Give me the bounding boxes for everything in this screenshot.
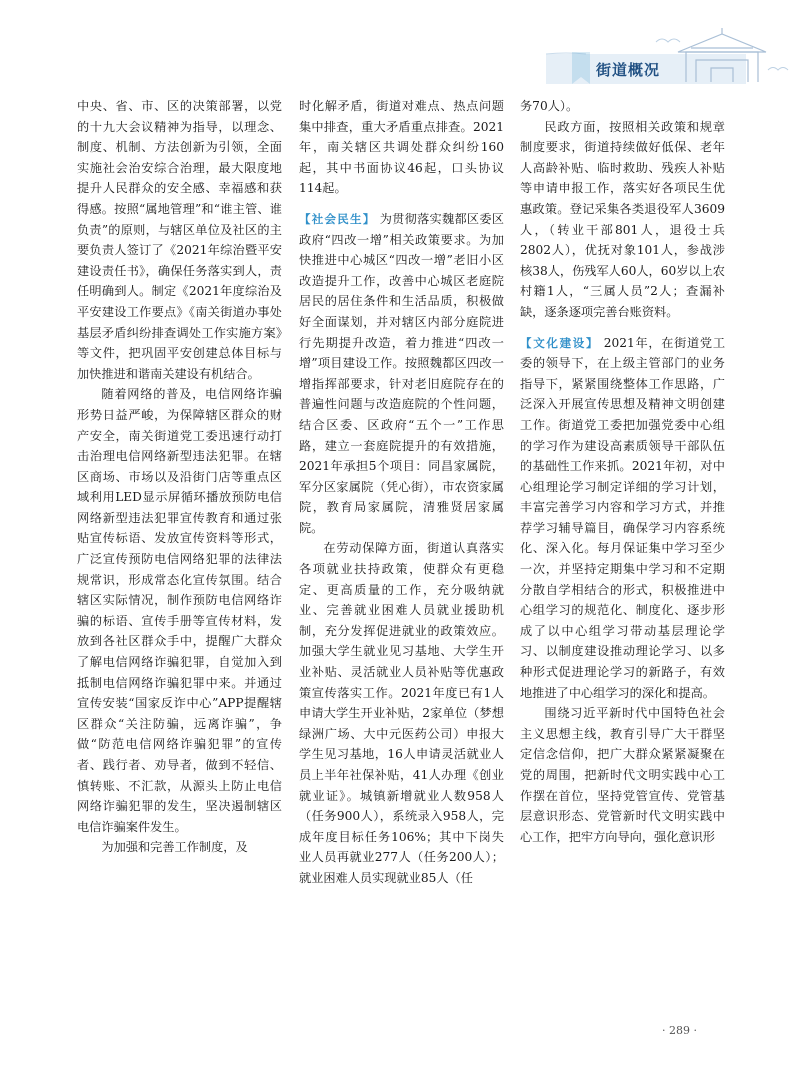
text-column-1 — [77, 96, 282, 858]
paragraph: 时化解矛盾，街道对难点、热点问题集中排查，重大矛盾重点排查。2021年，南关辖区共调处群众纠纷160起，其中书面协议46起，口头协议114起。 — [299, 99, 504, 196]
paragraph: 务70人）。 — [520, 99, 579, 113]
section-heading-social: 【社会民生】 — [299, 211, 376, 226]
paragraph: 为加强和完善工作制度，及 — [101, 840, 248, 855]
paragraph-text: 2021年，在街道党工委的领导下，在上级主管部门的业务指导下，紧紧围绕整体工作思路，广泛深入开展宣传思想及精神文明创建工作。街道党工委把加强党委中心组的学习作为建设高素质领导干部队伍的基础性工作来抓。2021年初，对中心组理论学习制定详细的学习计划，丰富完善学习内容和学习方式，并推荐学习辅导篇目，确保学习内容系统化、深入化。每月保证集中学习至少一次，并坚持定期集中学习和不定期分散自学相结合的形式，积极推进中心组学习的规范化、制度化、逐步形成了以中心组学习带动基层理论学习、以制度建设推动理论学习、以多种形式促进理论学习的新路子，有效地推进了中心组学习的深化和提高。 — [520, 335, 726, 700]
text-column-3 — [520, 96, 725, 847]
paragraph: 民政方面，按照相关政策和规章制度要求，街道持续做好低保、老年人高龄补贴、临时救助、残疾人补贴等申请申报工作，落实好各项民生优惠政策。登记采集各类退役军人3609人，（转业干部801人，退役士兵2802人），优抚对象101人，参战涉核38人，伤残军人60人，60岁以上农村籍1人，“三属人员”2人；查漏补缺，逐条逐项完善台账资料。 — [520, 119, 725, 319]
section-heading-culture: 【文化建设】 — [520, 335, 600, 350]
paragraph: 中央、省、市、区的决策部署，以党的十九大会议精神为指导，以理念、制度、机制、方法创新为引领，全面实施社会治安综合治理，最大限度地提升人民群众的安全感、幸福感和获得感。按照“属地管理”和“谁主管、谁负责”的原则，与辖区单位及社区的主要负责人签订了《2021年综治暨平安建设责任书》，确保任务落实到人，责任明确到人。制定《2021年度综治及平安建设工作要点》《南关街道办事处基层矛盾纠纷排查调处工作实施方案》等文件，把巩固平安创建总体目标与加快推进和谐南关建设有机结合。 — [77, 99, 282, 381]
paragraph-culture — [520, 333, 725, 704]
paragraph: 随着网络的普及，电信网络诈骗形势日益严峻，为保障辖区群众的财产安全，南关街道党工委迅速行动打击治理电信网络新型违法犯罪。在辖区商场、市场以及沿街门店等重点区域利用LED显示屏循环播放预防电信网络新型违法犯罪宣传教育和通过张贴宣传标语、发放宣传资料等形式，广泛宣传预防电信网络犯罪的法律法规常识，形成常态化宣传氛围。结合辖区实际情况，制作预防电信网络诈骗的标语、宣传手册等宣传材料，发放到各社区群众手中，提醒广大群众了解电信网络诈骗犯罪，自觉加入到抵制电信网络诈骗犯罪中来。并通过宣传安装“国家反诈中心”APP提醒辖区群众“关注防骗，远离诈骗”，争做“防范电信网络诈骗犯罪”的宣传者、践行者、劝导者，做到不轻信、慎转账、不汇款，从源头上防止电信网络诈骗犯罪的发生，坚决遏制辖区电信诈骗案件发生。 — [77, 387, 282, 834]
header-decoration-icon — [546, 22, 794, 100]
section-header — [546, 22, 794, 100]
paragraph: 围绕习近平新时代中国特色社会主义思想主线，教育引导广大干群坚定信念信仰，把广大群众紧紧凝聚在党的周围，把新时代文明实践中心工作摆在首位，坚持党管宣传、党管基层意识形态、党管新时代文明实践中心工作，把牢方向导向，强化意识形 — [520, 706, 725, 844]
paragraph-text: 为贯彻落实魏都区委区政府“四改一增”相关政策要求。为加快推进中心城区“四改一增”老旧小区改造提升工作，改善中心城区老庭院居民的居住条件和生活品质，积极做好全面谋划，并对辖区内部分庭院进行先期提升改造，着力推进“四改一增”项目建设工作。按照魏都区四改一增指挥部要求，针对老旧庭院存在的普遍性问题与改造庭院的个性问题，结合区委、区政府“五个一”工作思路，建立一套庭院提升的有效措施，2021年承担5个项目：同昌家属院，军分区家属院（凭心街），市农资家属院，教育局家属院，清雅贤居家属院。 — [299, 211, 504, 535]
paragraph: 在劳动保障方面，街道认真落实各项就业扶持政策，使群众有更稳定、更高质量的工作，充分吸纳就业、完善就业困难人员就业援助机制，充分发挥促进就业的政策效应。加强大学生就业见习基地、大学生开业补贴、灵活就业人员补贴等优惠政策宣传落实工作。2021年度已有1人申请大学生开业补贴，2家单位（梦想绿洲广场、大中元医药公司）申报大学生见习基地，16人申请灵活就业人员上半年社保补贴，41人办理《创业就业证》。城镇新增就业人数958人（任务900人），系统录入958人，完成年度目标任务106%；其中下岗失业人员再就业277人（任务200人）；就业困难人员实现就业85人（任 — [299, 541, 504, 885]
page-number: · 289 · — [662, 1024, 697, 1037]
section-title: 街道概况 — [596, 61, 661, 79]
paragraph-social-livelihood — [299, 209, 504, 539]
text-column-2 — [299, 96, 504, 889]
